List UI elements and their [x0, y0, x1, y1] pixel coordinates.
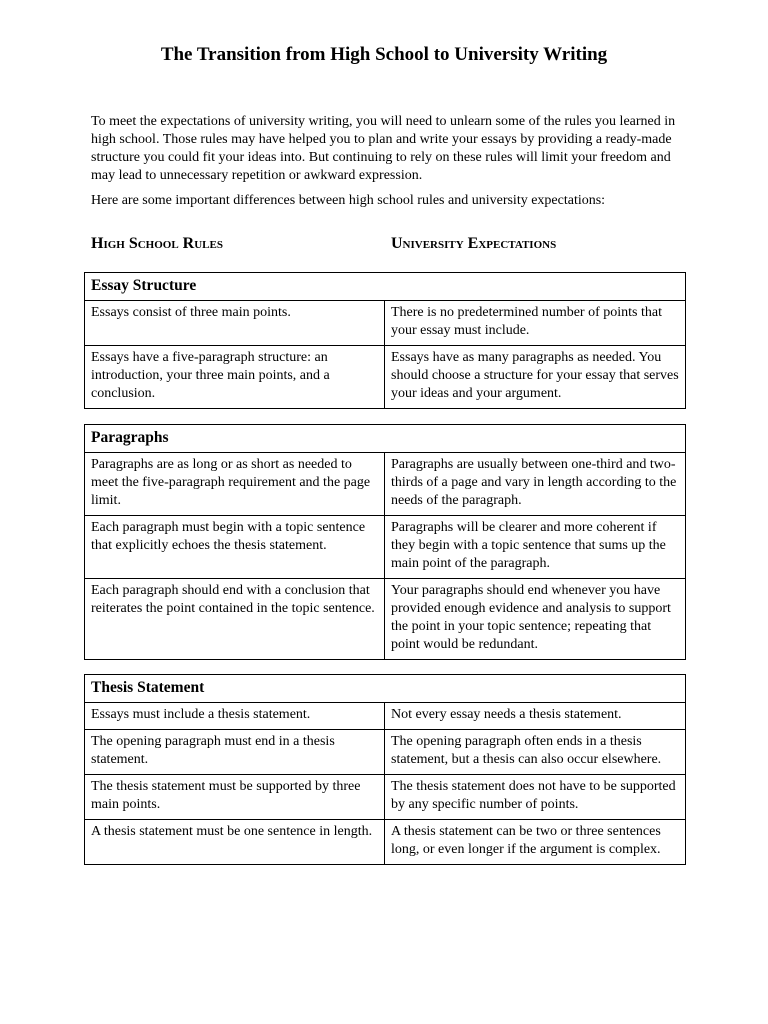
- high-school-rule-cell: Essays have a five-paragraph structure: an introduction, your three main points, and a conclusion.: [85, 346, 385, 409]
- high-school-rule-cell: The opening paragraph must end in a thesis statement.: [85, 730, 385, 775]
- table-row: [85, 453, 686, 516]
- intro-lead-in: Here are some important differences between high school rules and university expectations:: [91, 193, 606, 208]
- table-row: [85, 775, 686, 820]
- high-school-rule-cell: Each paragraph must begin with a topic sentence that explicitly echoes the thesis statement.: [85, 516, 385, 579]
- column-heading-university: University Expectations: [391, 235, 557, 252]
- university-expectation-cell: A thesis statement can be two or three sentences long, or even longer if the argument is complex.: [385, 820, 686, 865]
- high-school-rule-cell: Essays consist of three main points.: [85, 301, 385, 346]
- university-expectation-cell: The thesis statement does not have to be supported by any specific number of points.: [385, 775, 686, 820]
- table-row: [85, 301, 686, 346]
- table-row: [85, 820, 686, 865]
- table-row: [85, 703, 686, 730]
- table-row: [85, 730, 686, 775]
- paragraphs-table: [84, 424, 686, 660]
- intro-paragraph: To meet the expectations of university writing, you will need to unlearn some of the rules you learned in high school. Those rules may have helped you to plan and write your essays by providing a ready-made structure you could fit your ideas into. But continuing to rely on these rules will limit your freedom and may lead to unnecessary repetition or awkward expression.: [91, 114, 676, 183]
- table-row: [85, 346, 686, 409]
- university-expectation-cell: Paragraphs are usually between one-third and two-thirds of a page and vary in length according to the needs of the paragraph.: [385, 453, 686, 516]
- university-expectation-cell: Essays have as many paragraphs as needed. You should choose a structure for your essay that serves your ideas and your argument.: [385, 346, 686, 409]
- intro-text: [91, 113, 691, 210]
- column-heading-high-school: High School Rules: [91, 235, 223, 252]
- high-school-rule-cell: Essays must include a thesis statement.: [85, 703, 385, 730]
- table-row: [85, 579, 686, 660]
- section-heading: Paragraphs: [85, 425, 686, 453]
- high-school-rule-cell: Paragraphs are as long or as short as needed to meet the five-paragraph requirement and the page limit.: [85, 453, 385, 516]
- essay-structure-table: [84, 272, 686, 409]
- university-expectation-cell: Not every essay needs a thesis statement.: [385, 703, 686, 730]
- page-title: The Transition from High School to University Writing: [160, 44, 608, 65]
- section-heading: Essay Structure: [85, 273, 686, 301]
- university-expectation-cell: Your paragraphs should end whenever you have provided enough evidence and analysis to support the point in your topic sentence; repeating that point would be redundant.: [385, 579, 686, 660]
- university-expectation-cell: There is no predetermined number of points that your essay must include.: [385, 301, 686, 346]
- table-row: [85, 516, 686, 579]
- university-expectation-cell: Paragraphs will be clearer and more coherent if they begin with a topic sentence that sums up the main point of the paragraph.: [385, 516, 686, 579]
- university-expectation-cell: The opening paragraph often ends in a thesis statement, but a thesis can also occur elsewhere.: [385, 730, 686, 775]
- section-heading: Thesis Statement: [85, 675, 686, 703]
- high-school-rule-cell: The thesis statement must be supported by three main points.: [85, 775, 385, 820]
- thesis-statement-table: [84, 674, 686, 865]
- high-school-rule-cell: Each paragraph should end with a conclusion that reiterates the point contained in the topic sentence.: [85, 579, 385, 660]
- high-school-rule-cell: A thesis statement must be one sentence in length.: [85, 820, 385, 865]
